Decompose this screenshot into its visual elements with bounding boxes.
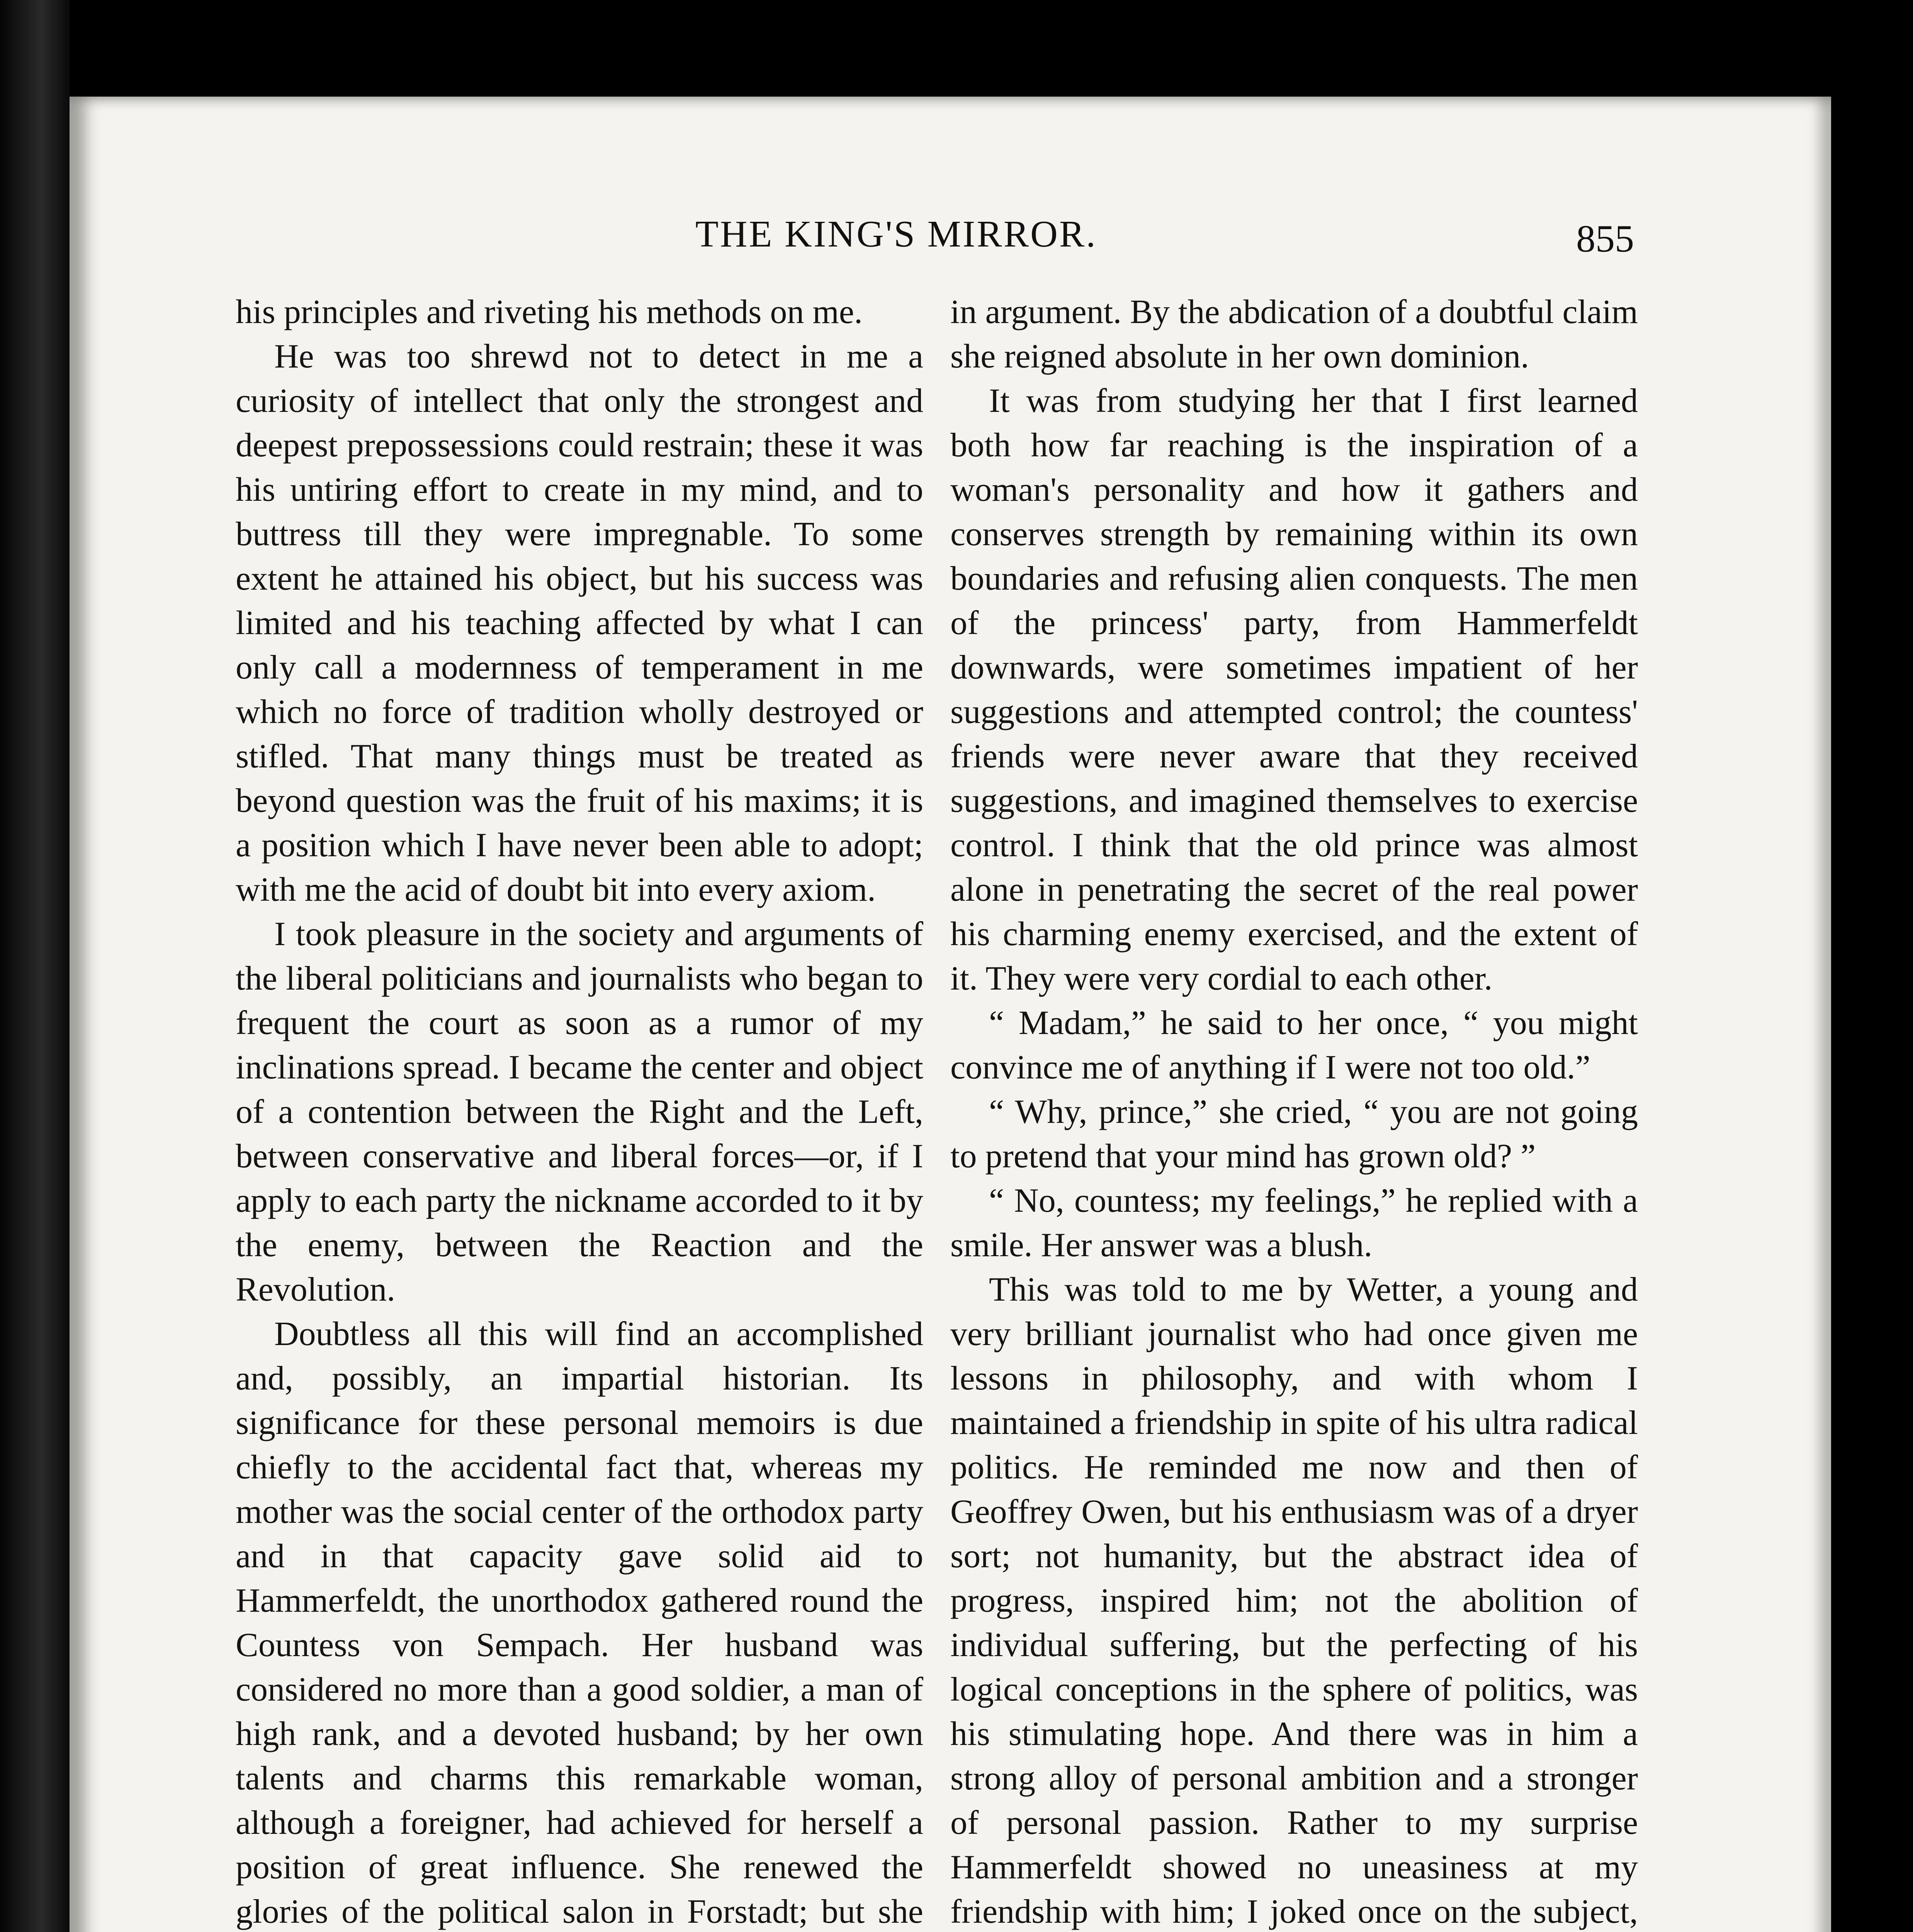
paragraph: Doubtless all this will find an accomplished and, possibly, an impartial historian. Its significance for these personal memoirs is due chiefly to the accidental fact that, whereas my mother was the social center of the orthodox party and in that capacity gave solid aid to Hammerfeldt, the unorthodox gathered round the Countess von Sempach. Her husband was considered no more than a good soldier, a man of high rank, and a devoted husband; by her own talents and charms this remarkable woman, although a foreigner, had achieved for herself a position of great influence. She renewed the glories of the political salon in Forstadt; but she <box>236 1315 923 1930</box>
paragraph: “ Why, prince,” she cried, “ you are not going to pretend that your mind has grown old? ” <box>950 1093 1638 1175</box>
paragraph: “ No, countess; my feelings,” he replied with a smile. Her answer was a blush. <box>950 1182 1638 1264</box>
left-column <box>236 290 923 1932</box>
right-column <box>950 290 1638 1932</box>
paragraph: This was told to me by Wetter, a young and very brilliant journalist who had once given me lessons in philosophy, and with whom I maintained a friendship in spite of his ultra radical politics. He reminded me now and then of Geoffrey Owen, but his enthusiasm was of a dryer sort; not humanity, but the abstract idea of progress, inspired him; not the abolition of individual suffering, but the perfecting of his logical conceptions in the sphere of politics, was his stimulating hope. And there was in him a strong alloy of personal ambition and a stronger of personal passion. Rather to my surprise Hammerfeldt showed no uneasiness at my friendship with him; I joked once on the subject, <box>950 1271 1638 1930</box>
book-page <box>70 97 1831 1932</box>
running-title: THE KING'S MIRROR. <box>695 213 1097 255</box>
paragraph: He was too shrewd not to detect in me a curiosity of intellect that only the strongest and deepest prepossessions could restrain; these it was his untiring effort to create in my mind, and to buttress till they were impregnable. To some extent he attained his object, but his success was limited and his teaching affected by what I can only call a modernness of temperament in me which no force of tradition wholly destroyed or stifled. That many things must be treated as beyond question was the fruit of his maxims; it is a position which I have never been able to adopt; with me the acid of doubt bit into every axiom. <box>236 338 923 908</box>
paragraph: I took pleasure in the society and arguments of the liberal politicians and journalists who began to frequent the court as soon as a rumor of my inclinations spread. I became the center and object of a contention between the Right and the Left, between conservative and liberal forces—or, if I apply to each party the nickname accorded to it by the enemy, between the Reaction and the Revolution. <box>236 915 923 1308</box>
page-number: 855 <box>1576 217 1634 260</box>
paragraph: It was from studying her that I first learned both how far reaching is the inspiration of a woman's personality and how it gathers and conserves strength by remaining within its own boundaries and refusing alien conquests. The men of the princess' party, from Hammerfeldt downwards, were sometimes impatient of her suggestions and attempted control; the countess' friends were never aware that they received suggestions, and imagined themselves to exercise control. I think that the old prince was almost alone in penetrating the secret of the real power his charming enemy exercised, and the extent of it. They were very cordial to each other. <box>950 382 1638 997</box>
paragraph: in argument. By the abdication of a doubtful claim she reigned absolute in her own dominion. <box>950 293 1638 375</box>
page-header <box>70 213 1831 274</box>
paragraph: his principles and riveting his methods on me. <box>236 293 863 331</box>
scan-edge <box>0 0 70 1932</box>
paragraph: “ Madam,” he said to her once, “ you might convince me of anything if I were not too old.” <box>950 1004 1638 1086</box>
